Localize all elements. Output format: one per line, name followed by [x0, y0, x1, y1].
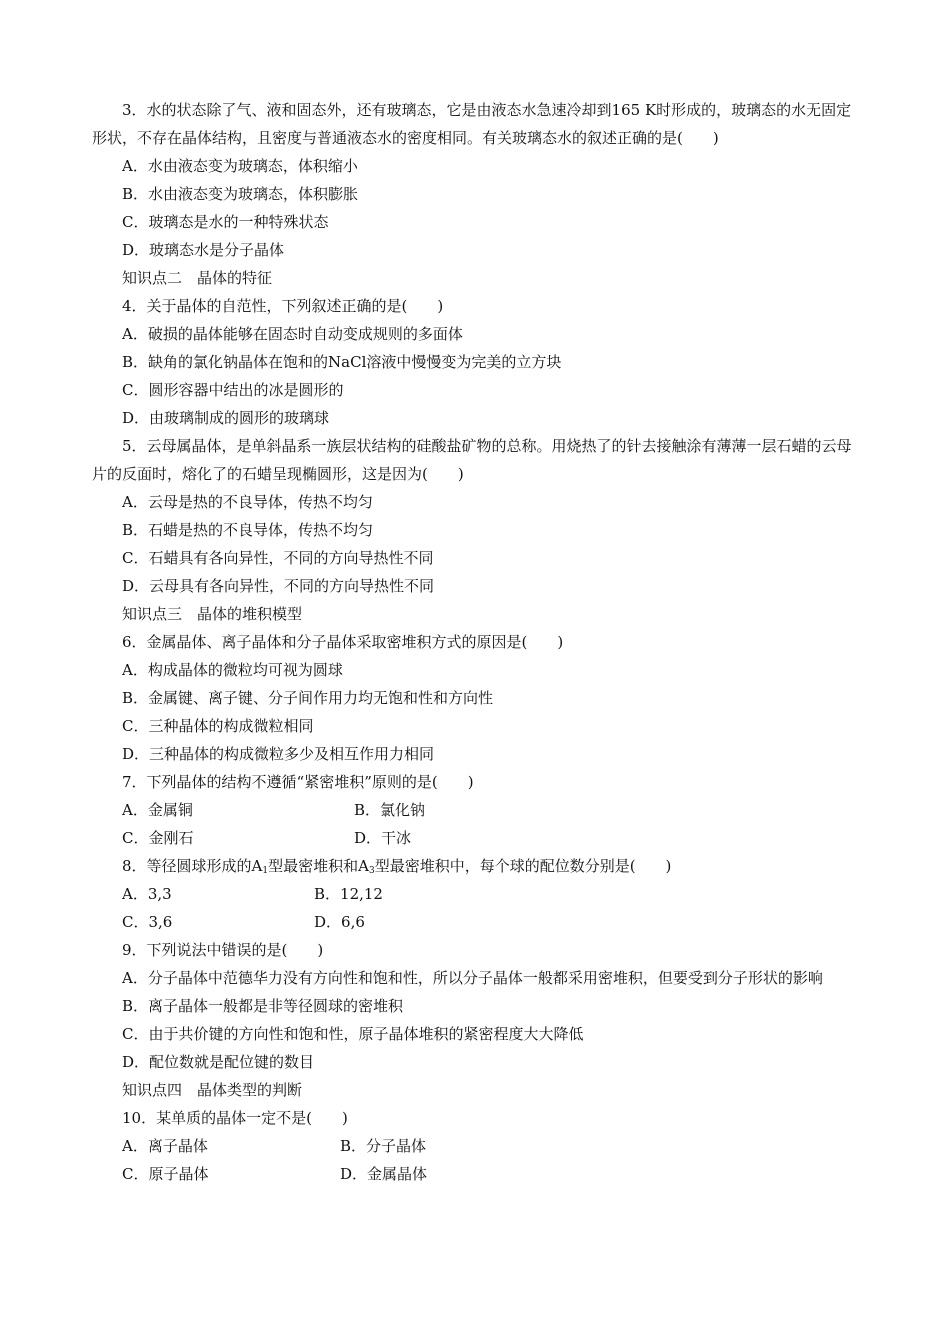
- question-3-option-a: A．水由液态变为玻璃态，体积缩小: [122, 157, 358, 175]
- question-7-option-b: B．氯化钠: [354, 801, 426, 819]
- question-8-stem: [92, 852, 864, 880]
- question-7-options-row-1: [92, 796, 864, 824]
- question-7-option-a: A．金属铜: [122, 801, 193, 819]
- worksheet-page: [92, 96, 864, 1188]
- question-5-option-b: B．石蜡是热的不良导体，传热不均匀: [122, 521, 374, 539]
- question-8-subscript-2: 3: [368, 866, 375, 876]
- question-8-option-d: D．6,6: [314, 913, 365, 931]
- question-8-option-c: C．3,6: [122, 913, 173, 931]
- section-heading-4: 知识点四 晶体类型的判断: [122, 1081, 303, 1099]
- question-10-options-row-2: [92, 1160, 864, 1188]
- question-6-option-c: C．三种晶体的构成微粒相同: [122, 717, 314, 735]
- question-7-stem: 7．下列晶体的结构不遵循“紧密堆积”原则的是( ): [122, 773, 474, 791]
- question-7-options-row-2: [92, 824, 864, 852]
- question-8-option-b: B．12,12: [314, 885, 383, 903]
- question-6-option-a: A．构成晶体的微粒均可视为圆球: [122, 661, 343, 679]
- question-6-option-d: D．三种晶体的构成微粒多少及相互作用力相同: [122, 745, 435, 763]
- question-4-option-a: A．破损的晶体能够在固态时自动变成规则的多面体: [122, 325, 463, 343]
- question-10-stem: 10．某单质的晶体一定不是( ): [122, 1109, 348, 1127]
- question-8-options-row-1: [92, 880, 864, 908]
- question-7-option-c: C．金刚石: [122, 829, 194, 847]
- question-3-stem: 3．水的状态除了气、液和固态外，还有玻璃态，它是由液态水急速冷却到165 K时形成的，玻璃态的水无固定形状，不存在晶体结构，且密度与普通液态水的密度相同。有关玻璃态水的叙述正确的是( ): [92, 101, 852, 147]
- question-7-option-d: D．干冰: [354, 829, 412, 847]
- question-5-option-c: C．石蜡具有各向异性，不同的方向导热性不同: [122, 549, 434, 567]
- question-10-option-d: D．金属晶体: [340, 1165, 428, 1183]
- question-8-stem-part-2: 型最密堆积和A: [268, 857, 369, 875]
- question-4-option-b: B．缺角的氯化钠晶体在饱和的NaCl溶液中慢慢变为完美的立方块: [122, 353, 562, 371]
- question-4-option-d: D．由玻璃制成的圆形的玻璃球: [122, 409, 330, 427]
- question-4-stem: 4．关于晶体的自范性，下列叙述正确的是( ): [122, 297, 444, 315]
- question-5-stem: 5．云母属晶体，是单斜晶系一族层状结构的硅酸盐矿物的总称。用烧热了的针去接触涂有薄薄一层石蜡的云母片的反面时，熔化了的石蜡呈现椭圆形，这是因为( ): [92, 437, 852, 483]
- question-6-option-b: B．金属键、离子键、分子间作用力均无饱和性和方向性: [122, 689, 494, 707]
- question-9-option-b: B．离子晶体一般都是非等径圆球的密堆积: [122, 997, 404, 1015]
- question-9-stem: 9．下列说法中错误的是( ): [122, 941, 324, 959]
- question-10-option-a: A．离子晶体: [122, 1137, 208, 1155]
- section-heading-2: 知识点二 晶体的特征: [122, 269, 273, 287]
- question-9-option-d: D．配位数就是配位键的数目: [122, 1053, 315, 1071]
- question-8-subscript-1: 1: [262, 866, 269, 876]
- question-8-stem-part-1: 8．等径圆球形成的A: [122, 857, 263, 875]
- question-10-option-b: B．分子晶体: [340, 1137, 427, 1155]
- question-10-options-row-1: [92, 1132, 864, 1160]
- question-6-stem: 6．金属晶体、离子晶体和分子晶体采取密堆积方式的原因是( ): [122, 633, 564, 651]
- question-10-option-c: C．原子晶体: [122, 1165, 209, 1183]
- question-8-option-a: A．3,3: [122, 885, 172, 903]
- section-heading-3: 知识点三 晶体的堆积模型: [122, 605, 303, 623]
- question-9-option-c: C．由于共价键的方向性和饱和性，原子晶体堆积的紧密程度大大降低: [122, 1025, 584, 1043]
- question-5-option-a: A．云母是热的不良导体，传热不均匀: [122, 493, 373, 511]
- question-3-option-b: B．水由液态变为玻璃态，体积膨胀: [122, 185, 359, 203]
- question-3-option-c: C．玻璃态是水的一种特殊状态: [122, 213, 329, 231]
- question-8-options-row-2: [92, 908, 864, 936]
- question-5-option-d: D．云母具有各向异性，不同的方向导热性不同: [122, 577, 435, 595]
- question-4-option-c: C．圆形容器中结出的冰是圆形的: [122, 381, 344, 399]
- question-8-stem-part-3: 型最密堆积中，每个球的配位数分别是( ): [374, 857, 672, 875]
- question-3-option-d: D．玻璃态水是分子晶体: [122, 241, 285, 259]
- question-9-option-a: A．分子晶体中范德华力没有方向性和饱和性，所以分子晶体一般都采用密堆积，但要受到分子形状的影响: [122, 969, 823, 987]
